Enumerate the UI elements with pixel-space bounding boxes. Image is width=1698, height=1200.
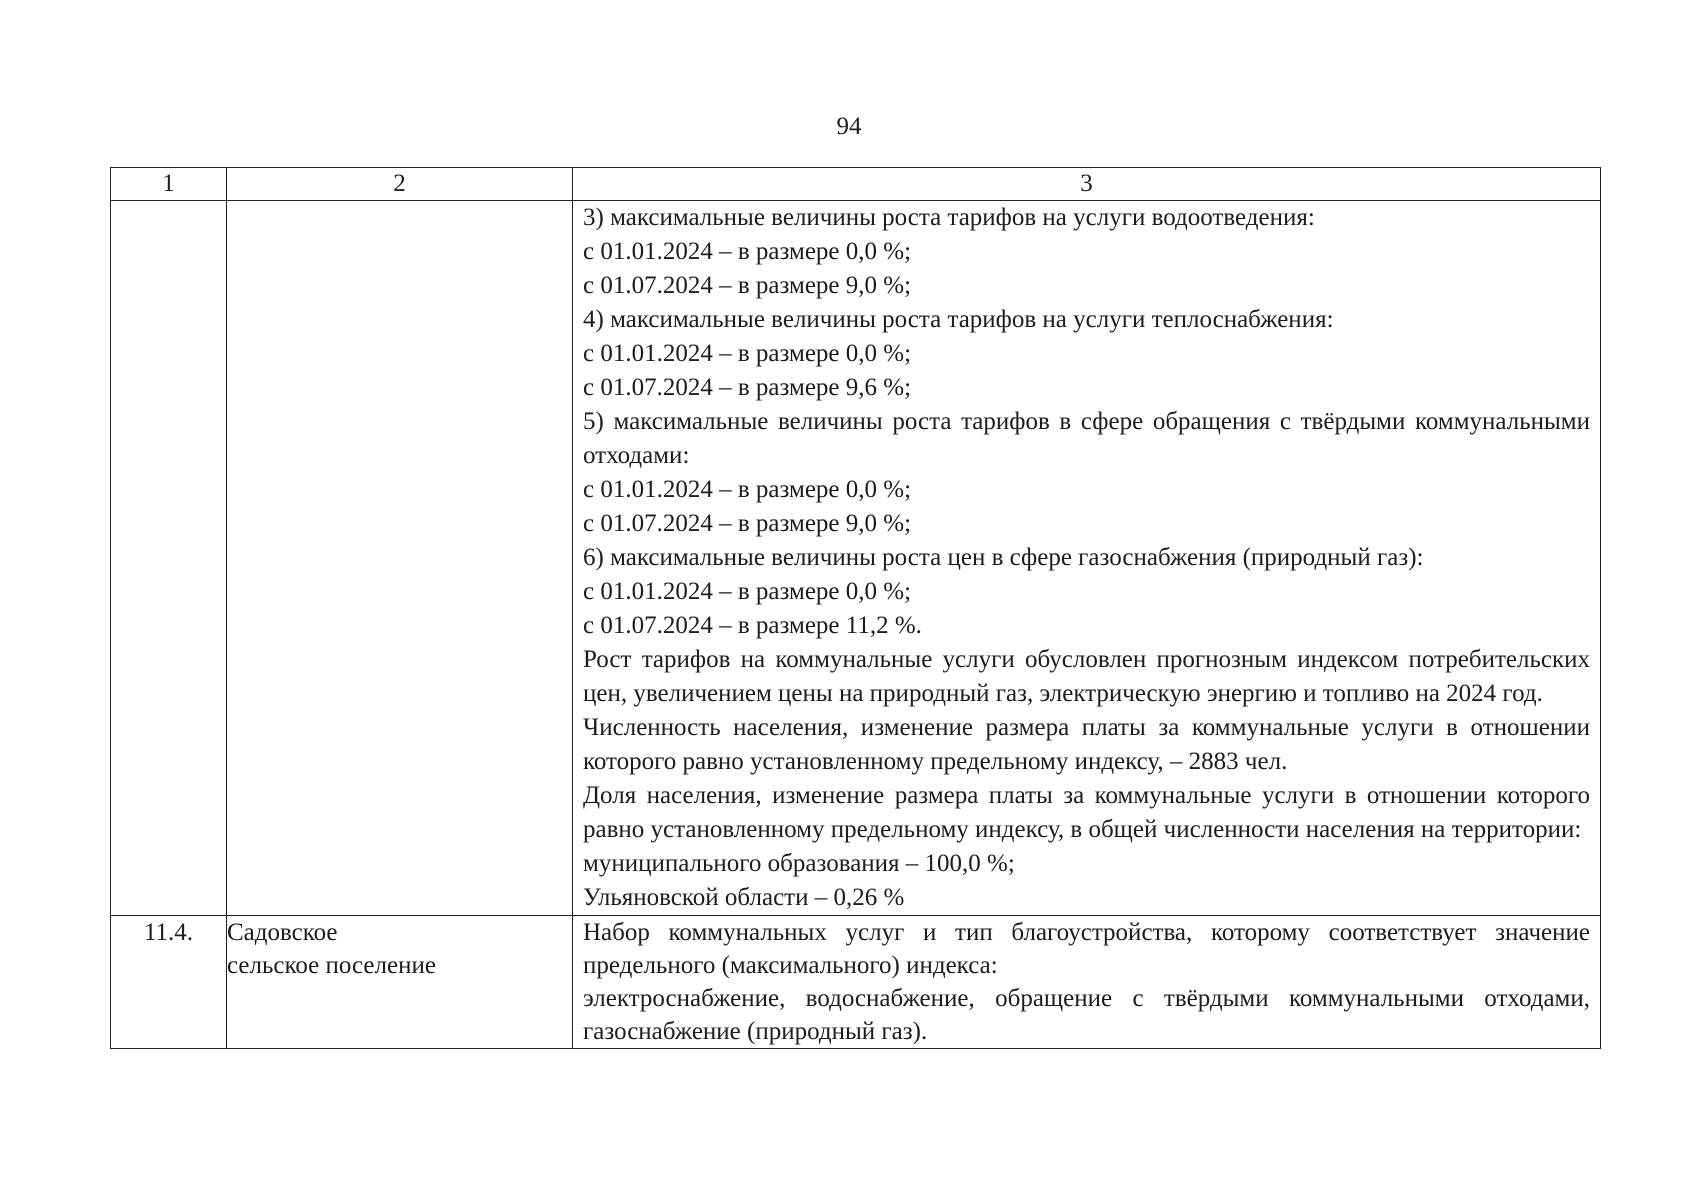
header-col-3: 3	[573, 168, 1601, 201]
text-paragraph: Доля населения, изменение размера платы за коммунальные услуги в отношении которого равно установленному предельному индексу, в общей численности населения на территории:	[583, 782, 1590, 843]
row-number-cell: 11.4.	[111, 916, 227, 1049]
text-line: 6) максимальные величины роста цен в сфере газоснабжения (природный газ):	[583, 544, 1424, 571]
text-line: с 01.07.2024 – в размере 11,2 %.	[583, 612, 922, 639]
header-col-2: 2	[227, 168, 573, 201]
table-header-row	[111, 168, 1601, 201]
row-description-cell	[573, 201, 1601, 916]
row-number-cell	[111, 201, 227, 916]
table-row	[111, 201, 1601, 916]
row-description-cell	[573, 916, 1601, 1049]
text-line: с 01.07.2024 – в размере 9,0 %;	[583, 272, 912, 299]
text-line: с 01.01.2024 – в размере 0,0 %;	[583, 578, 912, 605]
text-line: с 01.07.2024 – в размере 9,0 %;	[583, 510, 912, 537]
text-line: с 01.01.2024 – в размере 0,0 %;	[583, 340, 912, 367]
settlement-name-line: Садовское	[227, 919, 338, 946]
table-row	[111, 916, 1601, 1049]
text-line: с 01.01.2024 – в размере 0,0 %;	[583, 476, 912, 503]
text-line: муниципального образования – 100,0 %;	[583, 850, 1015, 877]
text-line: Ульяновской области – 0,26 %	[583, 884, 905, 911]
text-line: с 01.07.2024 – в размере 9,6 %;	[583, 374, 912, 401]
text-line: 4) максимальные величины роста тарифов на услуги теплоснабжения:	[583, 306, 1334, 333]
row-name-cell	[227, 916, 573, 1049]
row-name-cell	[227, 201, 573, 916]
tariff-table	[110, 167, 1601, 1049]
page-number: 94	[836, 113, 862, 140]
text-paragraph: электроснабжение, водоснабжение, обращение с твёрдыми коммунальными отходами, газоснабжение (природный газ).	[583, 985, 1590, 1045]
text-line: с 01.01.2024 – в размере 0,0 %;	[583, 238, 912, 265]
text-paragraph: Численность населения, изменение размера платы за коммунальные услуги в отношении которого равно установленному предельному индексу, – 2883 чел.	[583, 714, 1590, 775]
text-paragraph: 5) максимальные величины роста тарифов в сфере обращения с твёрдыми коммунальными отходами:	[583, 408, 1590, 469]
text-paragraph: Рост тарифов на коммунальные услуги обусловлен прогнозным индексом потребительских цен, увеличением цены на природный газ, электрическую энергию и топливо на 2024 год.	[583, 646, 1590, 707]
text-paragraph: Набор коммунальных услуг и тип благоустройства, которому соответствует значение предельного (максимального) индекса:	[583, 919, 1590, 979]
text-line: 3) максимальные величины роста тарифов на услуги водоотведения:	[583, 204, 1315, 231]
settlement-name-line: сельское поселение	[227, 952, 436, 979]
header-col-1: 1	[111, 168, 227, 201]
